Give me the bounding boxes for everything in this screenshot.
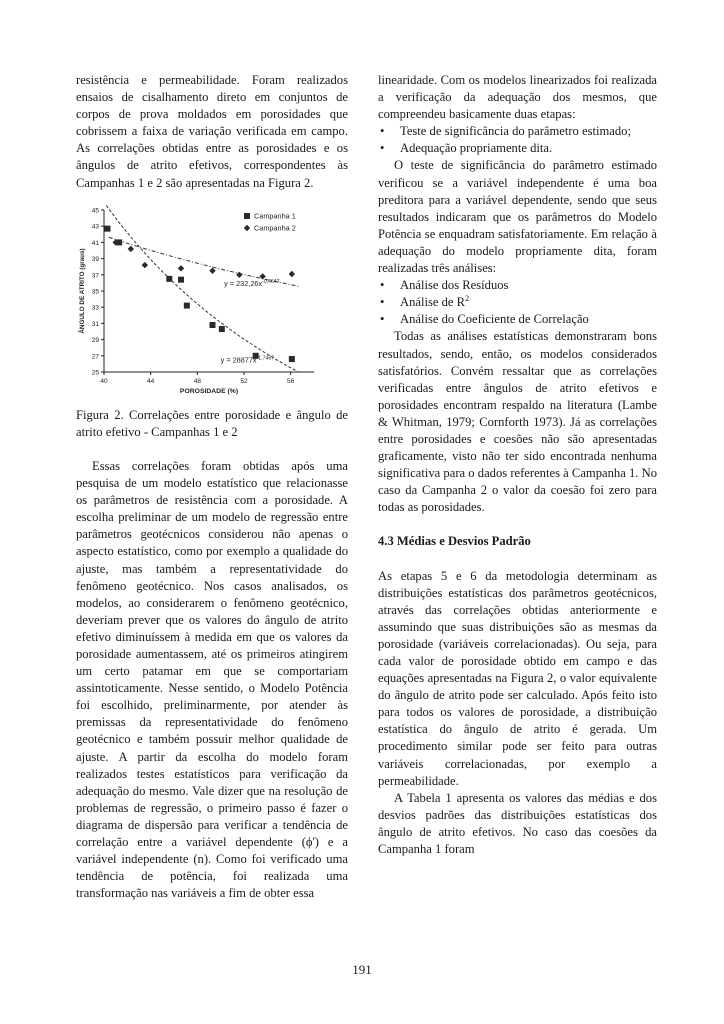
y-tick-label: 39: [91, 255, 99, 263]
x-tick-label: 44: [147, 377, 155, 385]
data-point-campanha-1: [166, 276, 172, 282]
equation-label: $y = 232,26x^{-0,4647}$: [224, 278, 280, 288]
y-axis-label: ÂNGULO DE ATRITO (graus): [79, 248, 86, 334]
paragraph: As etapas 5 e 6 da metodologia determinam as distribuições estatísticas dos parâmetros geotécnicos, através das correlações obtidas anteriormente e assumindo que suas distribuições são as mesmas da porosidade (variáveis correlacionadas). Ou seja, para cada valor de porosidade obtido em campo e das equações apresentadas na Figura 2, o valor equivalente do ângulo de atrito pode ser calculado. Após feito isto para todos os valores de porosidade, a distribuição estatística do ângulo de atrito é gerada. Um procedimento similar pode ser feito para outras variáveis correlacionadas, por exemplo a permeabilidade.: [378, 568, 657, 788]
data-point-campanha-1: [184, 302, 190, 308]
y-tick-label: 35: [91, 288, 99, 296]
paragraph: Todas as análises estatísticas demonstraram bons resultados, sendo, então, os modelos considerados satisfatórios. Convém ressaltar que as correlações verificadas entre ângulos de atrito efetivos e porosidades encontram respaldo na literatura (Lambe & Whitman, 1979; Cornforth 1973). Já as correlações entre porosidades e coesões não são apresentadas graficamente, visto não ter sido encontrada nenhuma significativa para o dados referentes à Campanha 1. No caso da Campanha 2 o valor da coesão foi zero para todas as porosidades.: [378, 329, 657, 515]
legend-label: Campanha 2: [254, 223, 296, 233]
data-point-campanha-1: [219, 326, 225, 332]
equation-label: $y = 28877x^{-1,7467}$: [220, 354, 275, 364]
y-tick-label: 43: [91, 223, 99, 231]
y-tick-label: 33: [91, 304, 99, 312]
section-heading: 4.3 Médias e Desvios Padrão: [378, 534, 531, 549]
data-point-campanha-2: [209, 267, 215, 273]
y-tick-label: 27: [91, 352, 99, 360]
data-point-campanha-2: [128, 245, 134, 251]
y-tick-label: 29: [91, 336, 99, 344]
y-tick-label: 41: [91, 239, 99, 247]
y-tick-label: 45: [91, 207, 99, 215]
x-tick-label: 52: [240, 377, 248, 385]
data-point-campanha-1: [210, 322, 216, 328]
list-item-text: Análise de R: [400, 295, 466, 310]
x-tick-label: 40: [100, 377, 108, 385]
x-tick-label: 48: [193, 377, 201, 385]
superscript: 2: [465, 294, 470, 304]
list-item: • Teste de significância do parâmetro estimado;: [378, 123, 657, 140]
y-tick-label: 37: [91, 271, 99, 279]
legend-marker: [244, 224, 250, 230]
list-item: • Análise dos Resíduos: [378, 277, 657, 294]
data-point-campanha-1: [178, 276, 184, 282]
y-tick-label: 25: [91, 369, 99, 377]
list-item: • Análise do Coeficiente de Correlação: [378, 311, 657, 328]
bullet-list: [378, 123, 657, 157]
data-point-campanha-2: [178, 265, 184, 271]
list-item: [378, 294, 657, 311]
paragraph: Essas correlações foram obtidas após uma pesquisa de um modelo estatístico que relacionasse os parâmetros de resistência com a porosidade. A escolha preliminar de um modelo de regressão entre parâmetros geotécnicos considerou não apenas o aspecto estatístico, como por exemplo a qualidade do ajuste, mas também a representatividade do fenômeno geotécnico. Nos casos analisados, os modelos, ao considerarem o fenômeno geotécnico, deveriam prever que os valores do ângulo de atrito efetivo diminuíssem à medida em que os valores da porosidade aumentassem, até os primeiros atingirem um certo patamar em que se comportariam assintoticamente. Nesse sentido, o Modelo Potência foi escolhido, preliminarmente, por atender às premissas da representatividade do fenômeno geotécnico e também possuir melhor qualidade de ajuste. A partir da escolha do modelo foram realizados testes estatísticos para verificação da adequação do mesmo. Vale dizer que na resolução de problemas de regressão, o primeiro passo é fazer o diagrama de dispersão para verificar a tendência de correlação entre a variável dependente (ϕ') e a variável independente (n). Como foi verificado uma tendência de potência, foi realizada uma transformação nas variáveis a fim de obter essa: [76, 458, 348, 901]
data-point-campanha-1: [105, 225, 111, 231]
paragraph: linearidade. Com os modelos linearizados foi realizada a verificação da adequação dos mesmos, que compreendeu basicamente duas etapas:: [378, 73, 657, 122]
legend-label: Campanha 1: [254, 211, 296, 221]
figure-2: [76, 204, 348, 401]
scatter-chart: [76, 204, 348, 396]
legend-marker: [244, 213, 250, 219]
figure-caption: Figura 2. Correlações entre porosidade e ângulo de atrito efetivo - Campanhas 1 e 2: [76, 407, 348, 439]
data-point-campanha-2: [236, 271, 242, 277]
x-axis-label: POROSIDADE (%): [179, 387, 239, 395]
paragraph: A Tabela 1 apresenta os valores das médias e dos desvios padrões das distribuições estatísticas dos ângulo de atrito efetivos. No caso das coesões da Campanha 1 foram: [378, 790, 657, 857]
paragraph: O teste de significância do parâmetro estimado verificou se a variável independente é uma boa preditora para a variável dependente, sendo que seus resultados indicaram que os parâmetros do Modelo Potência se enquadram satisfatoriamente. Em relação à adequação do modelo propriamente dita, foram realizadas três análises:: [378, 158, 657, 276]
list-item: • Adequação propriamente dita.: [378, 140, 657, 157]
data-point-campanha-2: [289, 270, 295, 276]
right-column: [378, 72, 657, 858]
paragraph: resistência e permeabilidade. Foram realizados ensaios de cisalhamento direto em conjuntos de corpos de prova moldados em porosidades que cobrissem a faixa de variação verificada em campo. As correlações obtidas entre as porosidades e os ângulos de atrito efetivos, correspondentes às Campanhas 1 e 2 são apresentadas na Figura 2.: [76, 73, 348, 190]
data-point-campanha-1: [289, 356, 295, 362]
left-column: [76, 72, 348, 902]
data-point-campanha-2: [142, 262, 148, 268]
page-number: 191: [352, 962, 372, 977]
y-tick-label: 31: [91, 320, 99, 328]
bullet-list: [378, 277, 657, 328]
x-tick-label: 56: [287, 377, 295, 385]
